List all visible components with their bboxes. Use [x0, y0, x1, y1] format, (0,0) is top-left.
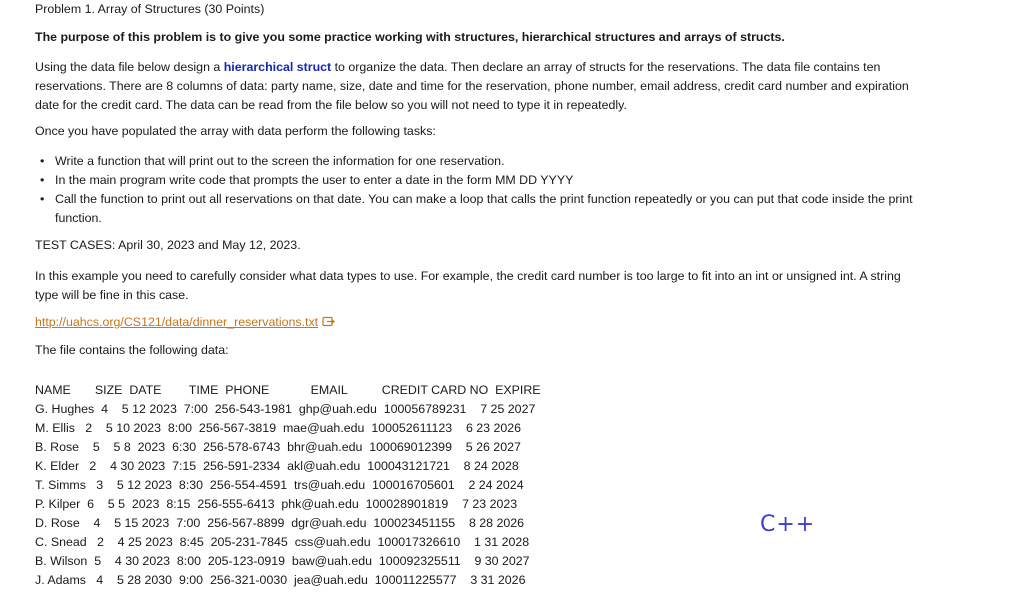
data-row: B. Rose 5 5 8 2023 6:30 256-578-6743 bhr@uah.edu 100069012399 5 26 2027: [35, 440, 521, 454]
instructions-text-end: to organize the data. Then declare an array of structs for the reservations. The data file contains ten reservations. There are 8 columns of data: party name, size, date and time for the reservation, phone number, email address, credit card number and expiration date for the credit card. The data can be read from the file below so you will not need to type it in repeatedly.: [35, 60, 909, 112]
data-row: D. Rose 4 5 15 2023 7:00 256-567-8899 dgr@uah.edu 100023451155 8 28 2026: [35, 516, 525, 530]
purpose-statement: The purpose of this problem is to give you some practice working with structures, hierarchical structures and arrays of structs.: [35, 30, 785, 44]
problem-title: Problem 1. Array of Structures (30 Points): [35, 2, 265, 16]
hierarchical-struct-highlight: hierarchical struct: [223, 60, 332, 74]
data-row: J. Adams 4 5 28 2030 9:00 256-321-0030 jea@uah.edu 100011225577 3 31 2026: [35, 573, 526, 587]
task-item: • Write a function that will print out to the screen the information for one reservation.: [55, 152, 925, 171]
data-file-link[interactable]: [35, 315, 335, 330]
data-row: P. Kilper 6 5 5 2023 8:15 256-555-6413 phk@uah.edu 100028901819 7 23 2023: [35, 497, 518, 511]
instructions-text-start: Using the data file below design a: [35, 60, 224, 74]
data-row: K. Elder 2 4 30 2023 7:15 256-591-2334 akl@uah.edu 100043121721 8 24 2028: [35, 459, 519, 473]
data-row: B. Wilson 5 4 30 2023 8:00 205-123-0919 baw@uah.edu 100092325511 9 30 2027: [35, 554, 530, 568]
instructions-paragraph: [35, 58, 915, 115]
data-row: M. Ellis 2 5 10 2023 8:00 256-567-3819 mae@uah.edu 100052611123 6 23 2026: [35, 421, 522, 435]
task-item: • In the main program write code that prompts the user to enter a date in the form MM DD YYYY: [55, 171, 925, 190]
external-link-icon[interactable]: [322, 316, 335, 330]
reservation-data-table: [35, 381, 541, 590]
test-cases: TEST CASES: April 30, 2023 and May 12, 2023.: [35, 238, 301, 252]
task-item: • Call the function to print out all reservations on that date. You can make a loop that calls the print function repeatedly or you can put that code inside the print function.: [55, 190, 925, 228]
data-row: T. Simms 3 5 12 2023 8:30 256-554-4591 trs@uah.edu 100016705601 2 24 2024: [35, 478, 524, 492]
data-row: G. Hughes 4 5 12 2023 7:00 256-543-1981 ghp@uah.edu 100056789231 7 25 2027: [35, 402, 536, 416]
handwritten-cpp-note: C++: [760, 512, 816, 537]
file-contents-intro: The file contains the following data:: [35, 343, 229, 357]
data-header-row: NAME SIZE DATE TIME PHONE EMAIL CREDIT CARD NO EXPIRE: [35, 383, 541, 397]
tasks-intro: Once you have populated the array with data perform the following tasks:: [35, 124, 436, 138]
task-list: [35, 152, 925, 228]
data-types-note: In this example you need to carefully consider what data types to use. For example, the credit card number is too large to fit into an int or unsigned int. A string type will be fine in this case.: [35, 269, 901, 302]
data-file-link-text[interactable]: http://uahcs.org/CS121/data/dinner_reservations.txt: [35, 315, 319, 329]
data-row: C. Snead 2 4 25 2023 8:45 205-231-7845 css@uah.edu 100017326610 1 31 2028: [35, 535, 530, 549]
